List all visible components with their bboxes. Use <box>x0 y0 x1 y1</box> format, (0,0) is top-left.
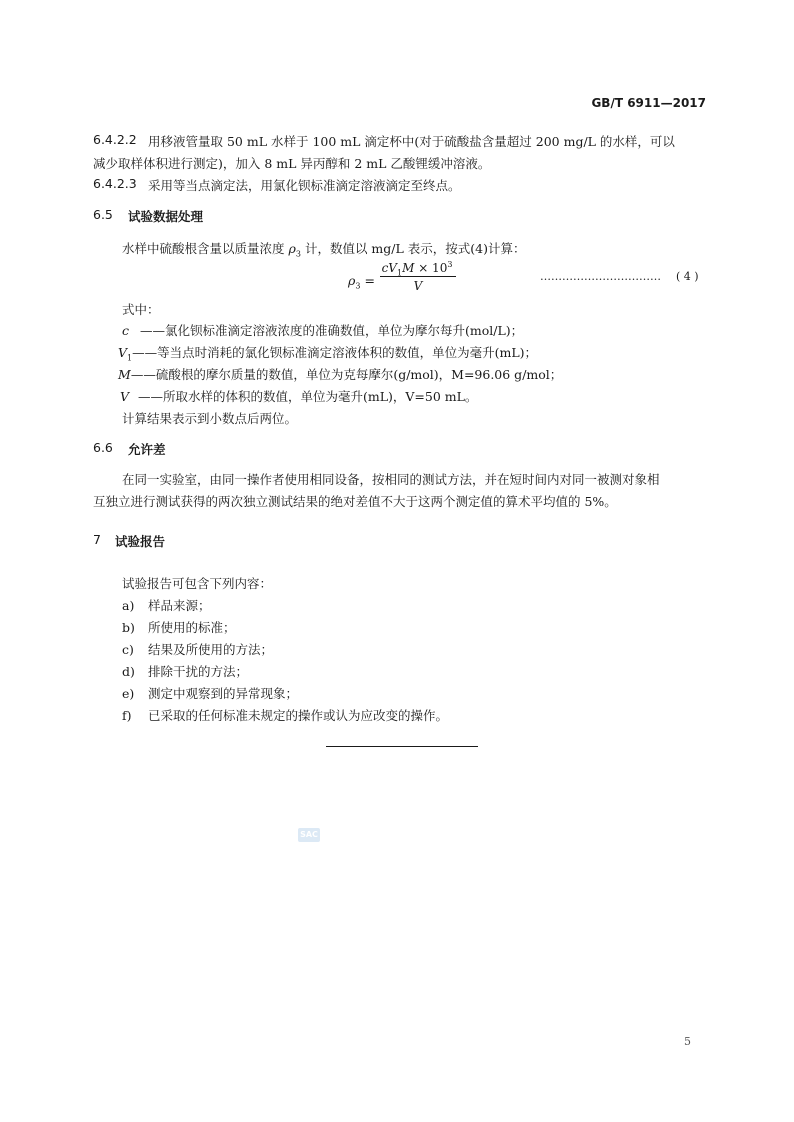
definition-item <box>122 321 523 339</box>
page-number: 5 <box>684 1035 691 1048</box>
formula-lhs-rho: ρ <box>348 273 356 288</box>
section-6-6-line1: 在同一实验室，由同一操作者使用相同设备，按相同的测试方法，并在短时间内对同一被测对象相 <box>122 472 660 487</box>
section-6-5-number: 6.5 <box>93 207 113 222</box>
definition-item <box>118 365 562 383</box>
list-marker: f) <box>122 708 132 723</box>
standard-number: GB/T 6911—2017 <box>591 96 706 110</box>
section-6-6-title: 允许差 <box>128 442 166 457</box>
formula-lhs <box>348 273 375 291</box>
clause-number-6-4-2-2: 6.4.2.2 <box>93 132 137 147</box>
list-item <box>122 618 236 636</box>
section-7-intro: 试验报告可包含下列内容： <box>122 576 273 591</box>
definition-text: ——氯化钡标准滴定溶液浓度的准确数值，单位为摩尔每升(mol/L)； <box>139 323 524 338</box>
list-text: 所使用的标准； <box>148 620 236 635</box>
definition-text: ——所取水样的体积的数值，单位为毫升(mL)，V=50 mL。 <box>137 389 478 404</box>
formula-lhs-subscript: 3 <box>355 281 361 291</box>
definition-item <box>120 387 477 405</box>
formula-equals: = <box>364 273 375 288</box>
intro-symbol-subscript: 3 <box>295 249 301 259</box>
list-marker: e) <box>122 686 135 701</box>
section-7-number: 7 <box>93 532 101 547</box>
list-text: 已采取的任何标准未规定的操作或认为应改变的操作。 <box>148 708 449 723</box>
list-text: 样品来源； <box>148 598 211 613</box>
list-marker: a) <box>122 598 135 613</box>
numerator-v: V <box>388 261 397 275</box>
numerator-m: M <box>402 261 415 275</box>
list-marker: c) <box>122 642 134 657</box>
numerator-v-subscript: 1 <box>396 268 403 278</box>
list-marker: d) <box>122 664 135 679</box>
definition-symbol: c <box>122 323 130 338</box>
definition-symbol: M <box>118 367 131 382</box>
definition-text: ——硫酸根的摩尔质量的数值，单位为克每摩尔(g/mol)，M=96.06 g/mol； <box>130 367 563 382</box>
list-text: 测定中观察到的异常现象； <box>148 686 299 701</box>
intro-text-after: 计，数值以 mg/L 表示，按式(4)计算： <box>304 241 526 256</box>
end-of-document-rule <box>326 746 478 747</box>
where-label: 式中： <box>122 302 160 317</box>
definition-text: ——等当点时消耗的氯化钡标准滴定溶液体积的数值，单位为毫升(mL)； <box>132 345 538 360</box>
definition-symbol: V <box>120 389 130 404</box>
formula-fraction-bar <box>380 276 456 277</box>
formula-denominator: V <box>413 279 423 293</box>
numerator-times-ten: × 10 <box>418 261 448 275</box>
numerator-c: c <box>381 261 389 275</box>
list-text: 排除干扰的方法； <box>148 664 249 679</box>
list-item <box>122 684 298 702</box>
definition-item <box>118 343 537 363</box>
section-6-5-title: 试验数据处理 <box>128 209 204 224</box>
numerator-exponent: 3 <box>447 260 453 269</box>
intro-symbol-rho: ρ <box>288 241 296 256</box>
list-item <box>122 596 211 614</box>
clause-6-4-2-2-line1: 用移液管量取 50 mL 水样于 100 mL 滴定杯中(对于硫酸盐含量超过 200 mg/L 的水样，可以 <box>148 134 675 149</box>
list-item <box>122 706 448 724</box>
clause-number-6-4-2-3: 6.4.2.3 <box>93 176 137 191</box>
section-6-6-number: 6.6 <box>93 440 113 455</box>
formula-leader-dots: …………………………… <box>540 270 661 283</box>
clause-6-4-2-2-line2: 减少取样体积进行测定)，加入 8 mL 异丙醇和 2 mL 乙酸锂缓冲溶液。 <box>93 156 491 171</box>
formula-number: ( 4 ) <box>676 270 699 283</box>
formula-numerator <box>378 260 456 277</box>
definition-symbol-subscript: 1 <box>127 353 133 363</box>
list-marker: b) <box>122 620 135 635</box>
watermark-logo: SAC <box>298 828 320 842</box>
section-7-title: 试验报告 <box>115 534 166 549</box>
list-item <box>122 640 273 658</box>
list-text: 结果及所使用的方法； <box>148 642 274 657</box>
clause-6-4-2-3-text: 采用等当点滴定法，用氯化钡标准滴定溶液滴定至终点。 <box>148 178 461 193</box>
result-note: 计算结果表示到小数点后两位。 <box>122 411 298 426</box>
list-item <box>122 662 248 680</box>
section-6-6-line2: 互独立进行测试获得的两次独立测试结果的绝对差值不大于这两个测定值的算术平均值的 5%。 <box>93 494 617 509</box>
definition-symbol: V <box>118 345 128 360</box>
intro-text-before: 水样中硫酸根含量以质量浓度 <box>122 241 285 256</box>
section-6-5-intro <box>122 239 525 259</box>
